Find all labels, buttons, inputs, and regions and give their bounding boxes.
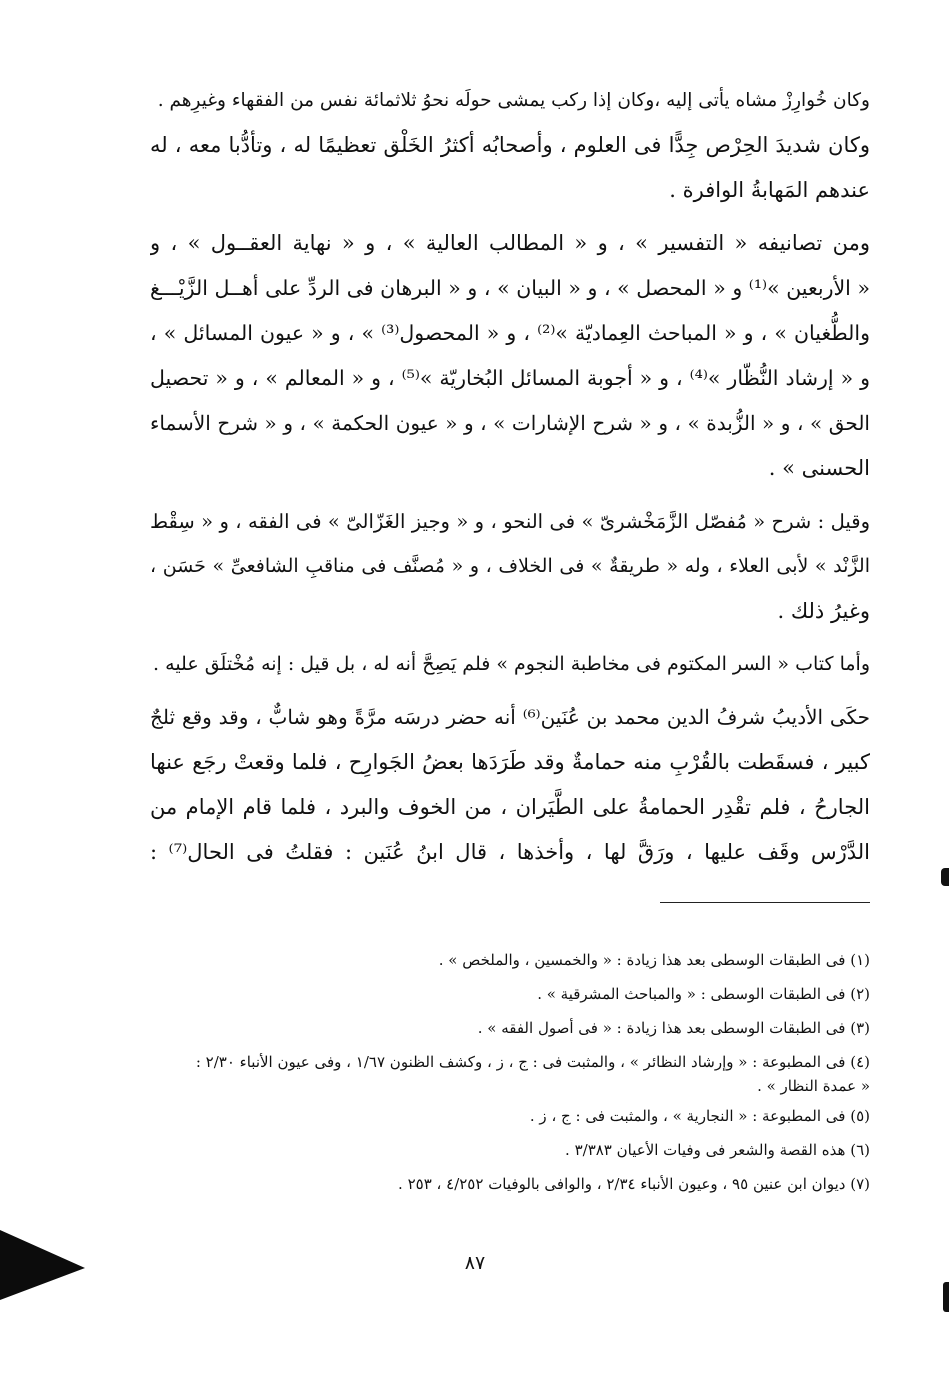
footnote: (٣) فى الطبقات الوسطى بعد هذا زيادة : « فى أصول الفقه » .	[477, 1019, 870, 1037]
text-line: كبير ، فسقَطت بالقُرْبِ منه حمامةٌ وقد طَرَدَها بعضُ الجَوارِح ، فلما وقعتْ رجَع عنها	[150, 750, 870, 774]
text-line: الحسنى » .	[768, 456, 870, 480]
page-number: ٨٧	[464, 1252, 486, 1274]
paragraph	[150, 499, 870, 634]
text-line: الجارحُ ، فلم تقْدِر الحمامةُ على الطَّيَران ، من الخوف والبرد ، فلما قام الإمام من	[150, 795, 870, 819]
footnote: (٥) فى المطبوعة : « النجارية » ، والمثبت فى : ج ، ز .	[529, 1107, 870, 1125]
text-line: وأما كتاب « السر المكتوم فى مخاطبة النجوم » فلم يَصِحَّ أنه له ، بل قيل : إنه مُخْتلَق عليه .	[153, 653, 870, 675]
paragraph-gap	[150, 213, 870, 221]
scan-edge-mark	[943, 1282, 949, 1312]
scan-corner-mark	[0, 1230, 85, 1300]
text-line: و « إرشاد النُّظّار »⁽⁴⁾ ، و « أجوبة المسائل البُخاريّة »⁽⁵⁾ ، و « المعالم » ، و « تحصيل	[150, 366, 870, 390]
text-line: عندهم المَهابةُ الوافرة .	[669, 178, 870, 202]
text-line: الزَّنْد » لأبى العلاء ، وله « طريقةٌ » فى الخلاف ، و « مُصنَّف فى مناقبِ الشافعىِّ » حَسَن ،	[150, 555, 870, 577]
text-line: ومن تصانيفه « التفسير » ، و « المطالب العالية » ، و « نهاية العقــول » ، و	[150, 231, 870, 255]
footnote: (٢) فى الطبقات الوسطى : « والمباحث المشرقية » .	[537, 985, 870, 1003]
footnote: (٦) هذه القصة والشعر فى وفيات الأعيان ٣/٣٨٣ .	[565, 1141, 870, 1159]
paragraph-gap	[150, 687, 870, 695]
paragraph-gap	[150, 634, 870, 642]
text-line: الحق » ، و « الزُّبدة » ، و « شرح الإشارات » ، و « عيون الحكمة » ، و « شرح الأسماء	[150, 411, 870, 435]
paragraph	[150, 123, 870, 213]
text-line: وكان خُوارِزْ مشاه يأتى إليه ،وكان إذا ركب يمشى حولَه نحوُ ثلاثمائة نفس من الفقهاء وغيرِهم .	[157, 90, 870, 111]
main-text	[150, 78, 870, 875]
paragraph	[150, 642, 870, 687]
footnote-continuation: « عمدة النظار » .	[757, 1077, 870, 1095]
footnote: (٤) فى المطبوعة : « وإرشاد النظائر » ، والمثبت فى : ج ، ز ، وكشف الظنون ١/٦٧ ، وفى عيون الأنباء ٢/٣٠ :	[195, 1053, 870, 1071]
text-line: وكان شديدَ الحِرْص جِدًّا فى العلوم ، وأصحابُه أكثرُ الخَلْق تعظيمًا له ، وتأدُّبا معه ، له	[150, 133, 870, 157]
footnote: (١) فى الطبقات الوسطى بعد هذا زيادة : « والخمسين ، والملخص » .	[438, 951, 870, 969]
footnote-separator	[660, 902, 870, 903]
text-line: والطُّغيان » ، و « المباحث العِماديّة »⁽²⁾ ، و « المحصول⁽³⁾ » ، و « عيون المسائل » ،	[150, 321, 870, 345]
text-line: وغيرُ ذلك .	[777, 599, 870, 623]
paragraph	[150, 695, 870, 875]
text-line: حكَى الأديبُ شرفُ الدين محمد بن عُنَين⁽⁶⁾ أنه حضر درسَه مرَّةً وهو شابٌّ ، وقد وقع ثلجٌ	[150, 705, 870, 729]
scan-edge-mark	[941, 868, 949, 886]
paragraph	[150, 78, 870, 123]
text-line: وقيل : شرح « مُفصّل الزَّمَخْشرىّ » فى النحو ، و « وجيز الغَزّالىّ » فى الفقه ، و « سِقْط	[150, 510, 870, 533]
footnotes	[150, 943, 870, 1201]
paragraph-gap	[150, 491, 870, 499]
text-line: الدَّرْس وقَف عليها ، ورَقَّ لها ، وأخذها ، قال ابنُ عُنَين : فقلتُ فى الحال⁽⁷⁾ :	[150, 840, 870, 864]
footnote: (٧) ديوان ابن عنين ٩٥ ، وعيون الأنباء ٢/٣٤ ، والوافى بالوفيات ٤/٢٥٢ ، ٢٥٣ .	[398, 1175, 870, 1193]
text-line: « الأربعين »⁽¹⁾ و « المحصل » ، و « البيان » ، و « البرهان فى الردِّ على أهــل الزَّيْـــغ	[150, 276, 870, 300]
paragraph	[150, 221, 870, 491]
